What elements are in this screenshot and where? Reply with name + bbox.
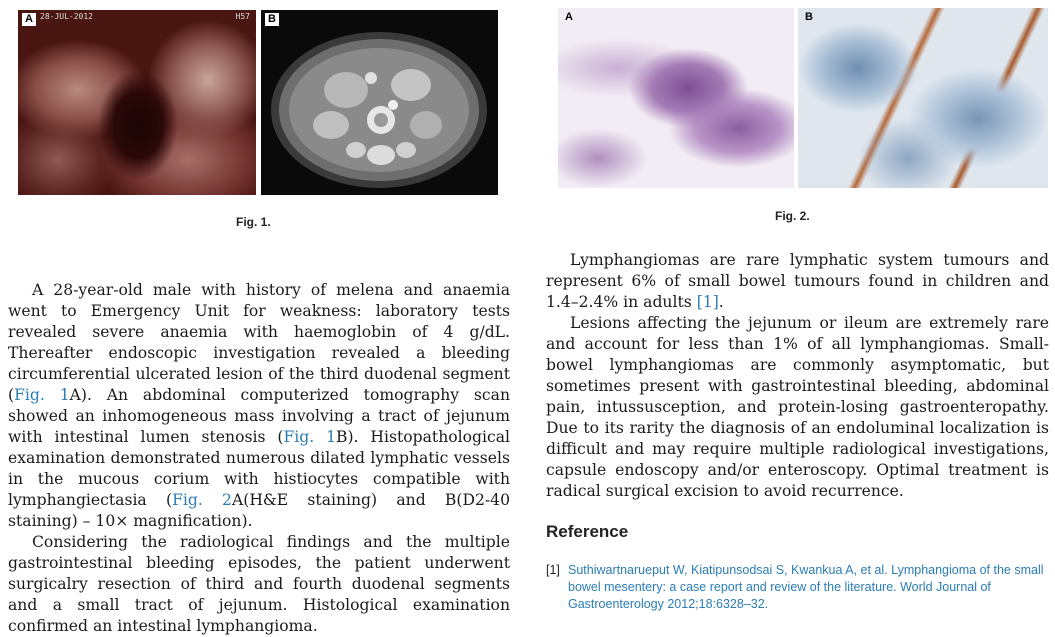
figure-link[interactable]: Fig. 2 <box>172 491 232 509</box>
text-segment: A(H&E staining) and B(D2-40 staining) – 10× magnification). <box>8 491 511 530</box>
d2-40-histology-image <box>798 8 1048 188</box>
figure-1 <box>18 10 498 195</box>
text-segment: A 28-year-old male with history of melena and anaemia went to Emergency Unit for weakness: laboratory tests revealed severe anaemia with haemoglobin of 4 g/dL. Thereafter endoscopic investigation revealed a bleeding circumferential ulcerated lesion of the third duodenal segment ( <box>8 281 510 404</box>
panel-label: B <box>805 11 813 23</box>
panel-label: A <box>565 11 573 23</box>
image-date-stamp: 28-JUL-2012 <box>40 12 93 21</box>
paragraph: Lesions affecting the jejunum or ileum are extremely rare and account for less than 1% of all lymphangiomas. Small-bowel lymphangiomas are commonly asymptomatic, but sometimes present with gastrointestinal bleeding, abdominal pain, intussusception, and protein-losing gastroenteropathy. Due to its rarity the diagnosis of an endoluminal localization is difficult and may require multiple radiological investigations, capsule endoscopy and/or enteroscopy. Optimal treatment is radical surgical excision to avoid recurrence. <box>546 314 1049 500</box>
reference-text[interactable]: Suthiwartnarueput W, Kiatipunsodsai S, Kwankua A, et al. Lymphangioma of the small bowel mesentery: a case report and review of the literature. World Journal of Gastroenterology 2012;18:6328–32. <box>568 563 1044 611</box>
citation-link[interactable]: [1] <box>696 293 719 311</box>
ct-scan-drawing <box>261 10 498 195</box>
text-segment: Lymphangiomas are rare lymphatic system tumours and represent 6% of small bowel tumours found in children and 1.4–2.4% in adults <box>546 251 1049 311</box>
paragraph: Considering the radiological findings and the multiple gastrointestinal bleeding episodes, the patient underwent surgicalry resection of third and fourth duodenal segments and a small tract of jejunum. Histological examination confirmed an intestinal lymphangioma. <box>8 533 510 635</box>
figure-2-caption: Fig. 2. <box>775 209 810 223</box>
reference-item[interactable] <box>546 562 1049 613</box>
left-text-column <box>8 280 510 637</box>
figure-link[interactable]: Fig. 1 <box>14 386 70 404</box>
text-segment: B). Histopathological examination demonstrated numerous dilated lymphatic vessels in the mucous corium with histiocytes compatible with lymphangiectasia ( <box>8 428 510 509</box>
panel-label: A <box>22 13 36 26</box>
he-histology-image <box>558 8 794 188</box>
figure-1-caption: Fig. 1. <box>236 215 271 229</box>
endoscopy-image <box>18 10 256 195</box>
paragraph <box>546 250 1049 313</box>
reference-heading: Reference <box>546 522 629 541</box>
ct-scan-image <box>261 10 498 195</box>
reference-number: [1] <box>546 563 560 577</box>
panel-label: B <box>265 13 279 26</box>
text-segment: A). An abdominal computerized tomography scan showed an inhomogeneous mass involving a tract of jejunum with intestinal lumen stenosis ( <box>8 386 511 446</box>
right-text-column <box>546 250 1049 502</box>
text-segment: . <box>718 293 724 311</box>
figure-link[interactable]: Fig. 1 <box>283 428 337 446</box>
figure-2 <box>558 8 1048 188</box>
image-code-stamp: H57 <box>235 12 250 21</box>
paragraph <box>8 280 510 532</box>
